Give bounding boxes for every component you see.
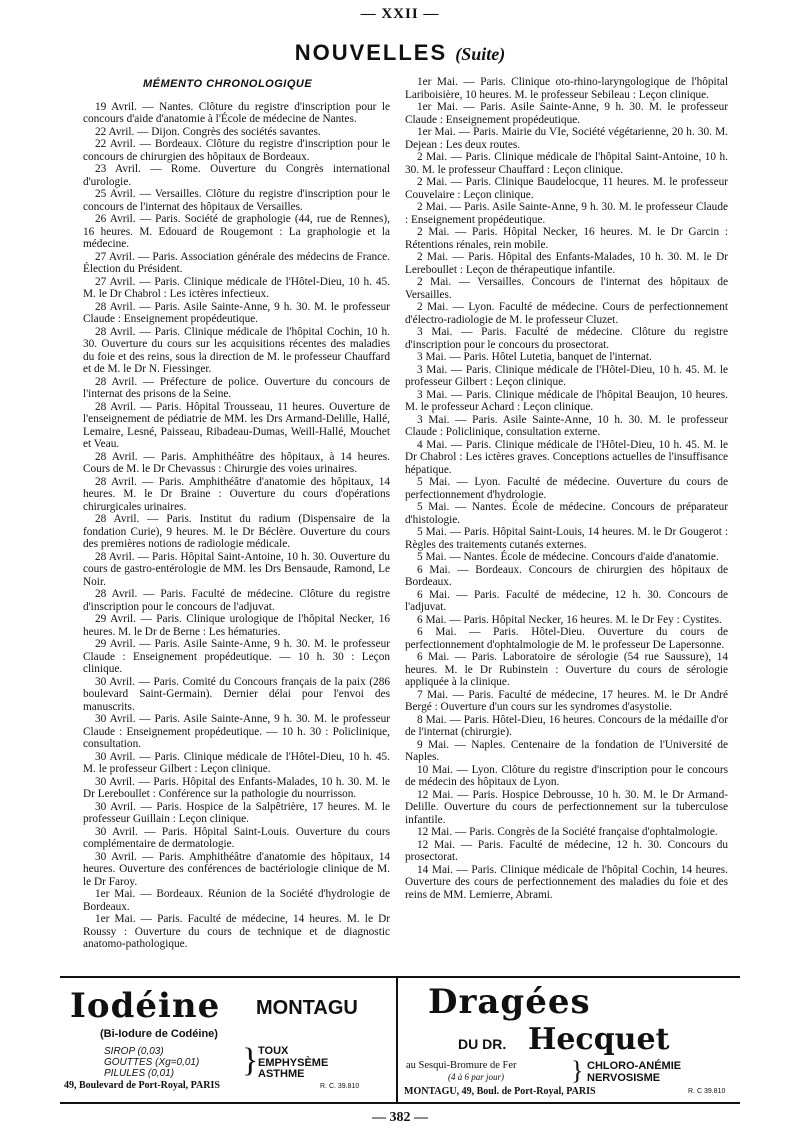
- iodeine-brand: Iodéine: [70, 986, 221, 1026]
- indication-line: TOUX: [258, 1045, 289, 1057]
- indication-line: ASTHME: [258, 1068, 305, 1080]
- memento-entry: 5 Mai. — Paris. Hôpital Saint-Louis, 14 heures. M. le Dr Gougerot : Règles des traitements cutanés externes.: [405, 526, 728, 551]
- memento-entry: 30 Avril. — Paris. Comité du Concours français de la paix (286 boulevard Saint-Germain). Dernier délai pour l'envoi des manuscrits.: [83, 675, 390, 713]
- memento-entry: 3 Mai. — Paris. Clinique médicale de l'Hôtel-Dieu, 10 h. 45. M. le professeur Gilbert : Leçon clinique.: [405, 363, 728, 388]
- memento-entry: 12 Mai. — Paris. Hospice Debrousse, 10 h. 30. M. le Dr Armand-Delille. Ouverture du cours de perfectionnement sur la tuberculose infantile.: [405, 788, 728, 826]
- memento-entry: 10 Mai. — Lyon. Clôture du registre d'inscription pour le concours de médecin des hôpitaux de Lyon.: [405, 763, 728, 788]
- memento-entry: 27 Avril. — Paris. Association générale des médecins de France. Élection du Président.: [83, 250, 390, 275]
- memento-entry: 6 Mai. — Bordeaux. Concours de chirurgien des hôpitaux de Bordeaux.: [405, 563, 728, 588]
- iodeine-rc: R. C. 39.810: [320, 1083, 360, 1090]
- iodeine-maker: MONTAGU: [256, 997, 358, 1019]
- advertisement-band: [60, 976, 740, 1104]
- form-line: GOUTTES (Xg=0,01): [104, 1057, 200, 1068]
- dragees-name: Hecquet: [528, 1022, 670, 1057]
- memento-entry: 1er Mai. — Bordeaux. Réunion de la Société d'hydrologie de Bordeaux.: [83, 888, 390, 913]
- memento-entry: 1er Mai. — Paris. Clinique oto-rhino-laryngologique de l'hôpital Lariboisière, 10 heures. M. le professeur Sebileau : Leçon clinique.: [405, 76, 728, 101]
- memento-entry: 28 Avril. — Paris. Hôpital Trousseau, 11 heures. Ouverture de l'enseignement de pédiatrie de MM. les Drs Armand-Delille, Hallé, Lemaire, Lesné, Paisseau, Ribadeau-Dumas, Weill-Hallé, Mouchet et Veau.: [83, 400, 390, 450]
- iodeine-forms: [104, 1046, 199, 1079]
- memento-entry: 3 Mai. — Paris. Asile Sainte-Anne, 10 h. 30. M. le professeur Claude : Policlinique, consultation externe.: [405, 413, 728, 438]
- memento-entry: 2 Mai. — Paris. Clinique médicale de l'hôpital Saint-Antoine, 10 h. 30. M. le professeur Chauffard : Leçon clinique.: [405, 151, 728, 176]
- memento-entry: 5 Mai. — Nantes. École de médecine. Concours d'aide d'anatomie.: [417, 551, 719, 563]
- memento-entry: 2 Mai. — Versailles. Concours de l'internat des hôpitaux de Versailles.: [405, 276, 728, 301]
- memento-entry: 30 Avril. — Paris. Asile Sainte-Anne, 9 h. 30. M. le professeur Claude : Enseignement propédeutique. — 10 h. 30 : Policlinique, consultation.: [83, 713, 390, 750]
- iodeine-ad: [60, 978, 390, 1102]
- indication-line: NERVOSISME: [587, 1071, 661, 1084]
- memento-entry: 2 Mai. — Lyon. Faculté de médecine. Cours de perfectionnement d'électro-radiologie de M. le professeur Cluzet.: [405, 301, 728, 326]
- memento-entry: 23 Avril. — Rome. Ouverture du Congrès international d'urologie.: [83, 163, 390, 188]
- memento-heading: MÉMENTO CHRONOLOGIQUE: [143, 78, 313, 90]
- indication-line: EMPHYSÈME: [258, 1056, 329, 1069]
- dragees-dose: (4 à 6 par jour): [448, 1072, 504, 1082]
- memento-entry: 28 Avril. — Paris. Hôpital Saint-Antoine, 10 h. 30. Ouverture du cours de gastro-entérologie de MM. les Drs Bensaude, Ramond, Le Noir.: [83, 550, 390, 588]
- memento-entry: 27 Avril. — Paris. Clinique médicale de l'Hôtel-Dieu, 10 h. 45. M. le Dr Chabrol : Les ictères infectieux.: [83, 275, 390, 300]
- dragees-indications: [587, 1061, 681, 1084]
- right-column: [405, 76, 728, 976]
- memento-entry: 6 Mai. — Paris. Laboratoire de sérologie (54 rue Saussure), 14 heures. M. le Dr Rubinstein : Ouverture du cours de sérologie appliquée à la clinique.: [405, 651, 728, 688]
- dragees-sesqui: au Sesqui-Bromure de Fer: [406, 1060, 517, 1071]
- memento-entry: 30 Avril. — Paris. Amphithéâtre d'anatomie des hôpitaux, 14 heures. Ouverture des conférences de bactériologie clinique de M. le Dr Faroy.: [83, 850, 390, 888]
- memento-entry: 22 Avril. — Bordeaux. Clôture du registre d'inscription pour le concours de chirurgien des hôpitaux de Bordeaux.: [83, 138, 390, 163]
- section-title: [0, 40, 800, 66]
- form-line: PILULES (0,01): [104, 1068, 175, 1079]
- memento-entry: 22 Avril. — Dijon. Congrès des sociétés savantes.: [95, 125, 321, 138]
- roman-page-number: — XXII —: [360, 6, 440, 22]
- iodeine-address: 49, Boulevard de Port-Royal, PARIS: [64, 1080, 220, 1091]
- memento-entry: 2 Mai. — Paris. Hôpital Necker, 16 heures. M. le Dr Garcin : Rétentions rénales, rein mobile.: [405, 226, 728, 251]
- memento-entry: 2 Mai. — Paris. Clinique Baudelocque, 11 heures. M. le professeur Couvelaire : Leçon clinique.: [405, 176, 728, 201]
- memento-entry: 12 Mai. — Paris. Faculté de médecine, 12 h. 30. Concours du prosectorat.: [405, 838, 728, 863]
- left-entry-list: [83, 101, 390, 951]
- title-text: NOUVELLES: [294, 40, 448, 65]
- memento-entry: 30 Avril. — Paris. Clinique médicale de l'Hôtel-Dieu, 10 h. 45. M. le professeur Gilbert : Leçon clinique.: [83, 750, 390, 775]
- title-suite: (Suite): [455, 44, 506, 64]
- memento-entry: 2 Mai. — Paris. Asile Sainte-Anne, 9 h. 30. M. le professeur Claude : Enseignement propédeutique.: [405, 201, 728, 226]
- memento-entry: 28 Avril. — Paris. Amphithéâtre d'anatomie des hôpitaux, 14 heures. M. le Dr Braine : Ouverture du cours d'opérations chirurgicales urinaires.: [83, 475, 390, 513]
- iodeine-indications: [258, 1046, 328, 1081]
- memento-entry: 29 Avril. — Paris. Asile Sainte-Anne, 9 h. 30. M. le professeur Claude : Enseignement propédeutique. — 10 h. 30 : Leçon clinique.: [83, 638, 390, 675]
- dragees-ad: [396, 978, 740, 1102]
- brace-glyph: }: [571, 1056, 584, 1085]
- memento-entry: 3 Mai. — Paris. Clinique médicale de l'hôpital Beaujon, 10 heures. M. le professeur Achard : Leçon clinique.: [405, 388, 728, 413]
- memento-entry: 28 Avril. — Paris. Amphithéâtre des hôpitaux, à 14 heures. Cours de M. le Dr Chevassus : Chirurgie des voies urinaires.: [83, 450, 390, 475]
- memento-entry: 30 Avril. — Paris. Hospice de la Salpêtrière, 17 heures. M. le professeur Guillain : Leçon clinique.: [83, 800, 390, 825]
- memento-entry: 28 Avril. — Paris. Clinique médicale de l'hôpital Cochin, 10 h. 30. Ouverture du cours sur les acquisitions récentes des maladies du foie et des reins, sous la direction de M. le professeur Chauffard et de M. le Dr N. Fiessinger.: [83, 325, 390, 375]
- memento-entry: 28 Avril. — Paris. Faculté de médecine. Clôture du registre d'inscription pour le concours de l'adjuvat.: [83, 588, 390, 613]
- left-column: [83, 76, 390, 976]
- memento-entry: 5 Mai. — Lyon. Faculté de médecine. Ouverture du cours de perfectionnement d'hydrologie.: [405, 476, 728, 501]
- dragees-rc: R. C 39.810: [688, 1088, 726, 1095]
- memento-entry: 3 Mai. — Paris. Hôtel Lutetia, banquet de l'internat.: [417, 351, 652, 363]
- memento-entry: 28 Avril. — Préfecture de police. Ouverture du concours de l'internat des prisons de la Seine.: [83, 375, 390, 400]
- memento-entry: 6 Mai. — Paris. Hôtel-Dieu. Ouverture du cours de perfectionnement d'ophtalmologie de M. le professeur De Lapersonne.: [405, 626, 728, 651]
- memento-entry: 4 Mai. — Paris. Clinique médicale de l'Hôtel-Dieu, 10 h. 45. M. le Dr Chabrol : Les ictères graves. Conceptions actuelles de l'insuffisance hépatique.: [405, 438, 728, 476]
- page-number: — 382 —: [372, 1110, 428, 1125]
- memento-entry: 25 Avril. — Versailles. Clôture du registre d'inscription pour le concours de l'internat des hôpitaux de Versailles.: [83, 188, 390, 213]
- memento-entry: 28 Avril. — Paris. Institut du radium (Dispensaire de la fondation Curie), 9 heures. M. le Dr Béclère. Ouverture du cours des premières notions de radiologie médicale.: [83, 513, 390, 550]
- brace-glyph: }: [242, 1042, 259, 1079]
- memento-entry: 30 Avril. — Paris. Hôpital Saint-Louis. Ouverture du cours complémentaire de dermatologie.: [83, 825, 390, 850]
- right-entry-list: [405, 76, 728, 901]
- memento-entry: 9 Mai. — Naples. Centenaire de la fondation de l'Université de Naples.: [405, 738, 728, 763]
- memento-entry: 8 Mai. — Paris. Hôtel-Dieu, 16 heures. Concours de la médaille d'or de l'internat (chirurgie).: [405, 713, 728, 738]
- memento-entry: 7 Mai. — Paris. Faculté de médecine, 17 heures. M. le Dr André Bergé : Ouverture d'un cours sur les syndromes d'asystolie.: [405, 688, 728, 713]
- memento-entry: 6 Mai. — Paris. Hôpital Necker, 16 heures. M. le Dr Fey : Cystites.: [417, 613, 722, 626]
- dragees-brand: Dragées: [428, 982, 591, 1022]
- dragees-address: MONTAGU, 49, Boul. de Port-Royal, PARIS: [404, 1086, 596, 1097]
- indication-line: CHLORO-ANÉMIE: [587, 1060, 682, 1072]
- memento-entry: 1er Mai. — Paris. Mairie du VIe, Société végétarienne, 20 h. 30. M. Dejean : Les deux routes.: [405, 126, 728, 151]
- dragees-du: DU DR.: [458, 1036, 507, 1052]
- memento-entry: 19 Avril. — Nantes. Clôture du registre d'inscription pour le concours d'aide d'anatomie à l'École de médecine de Nantes.: [83, 100, 390, 125]
- memento-entry: 29 Avril. — Paris. Clinique urologique de l'hôpital Necker, 16 heures. M. le Dr de Berne : Les hématuries.: [83, 613, 390, 638]
- memento-entry: 3 Mai. — Paris. Faculté de médecine. Clôture du registre d'inscription pour le concours du prosectorat.: [405, 326, 728, 351]
- memento-entry: 5 Mai. — Nantes. École de médecine. Concours de préparateur d'histologie.: [405, 501, 728, 526]
- memento-entry: 6 Mai. — Paris. Faculté de médecine, 12 h. 30. Concours de l'adjuvat.: [405, 588, 728, 613]
- iodeine-compound: (Bi-Iodure de Codéine): [100, 1028, 218, 1040]
- memento-entry: 2 Mai. — Paris. Hôpital des Enfants-Malades, 10 h. 30. M. le Dr Lereboullet : Leçon de thérapeutique infantile.: [405, 251, 728, 276]
- memento-entry: 1er Mai. — Paris. Asile Sainte-Anne, 9 h. 30. M. le professeur Claude : Enseignement propédeutique.: [405, 101, 728, 126]
- memento-entry: 30 Avril. — Paris. Hôpital des Enfants-Malades, 10 h. 30. M. le Dr Lereboullet : Conférence sur la pathologie du nourrisson.: [83, 775, 390, 800]
- memento-entry: 1er Mai. — Paris. Faculté de médecine, 14 heures. M. le Dr Roussy : Ouverture du cours de technique et de diagnostic anatomo-pathologique.: [83, 913, 390, 950]
- form-line: SIROP (0,03): [104, 1046, 164, 1057]
- memento-entry: 12 Mai. — Paris. Congrès de la Société française d'ophtalmologie.: [417, 826, 718, 838]
- memento-entry: 26 Avril. — Paris. Société de graphologie (44, rue de Rennes), 16 heures. M. Edouard de Rougemont : La graphologie et la médecine.: [83, 213, 390, 250]
- memento-entry: 14 Mai. — Paris. Clinique médicale de l'hôpital Cochin, 14 heures. Ouverture des cours de perfectionnement des maladies du foie et des reins de MM. Lemierre, Abrami.: [405, 863, 728, 901]
- memento-entry: 28 Avril. — Paris. Asile Sainte-Anne, 9 h. 30. M. le professeur Claude : Enseignement propédeutique.: [83, 300, 390, 325]
